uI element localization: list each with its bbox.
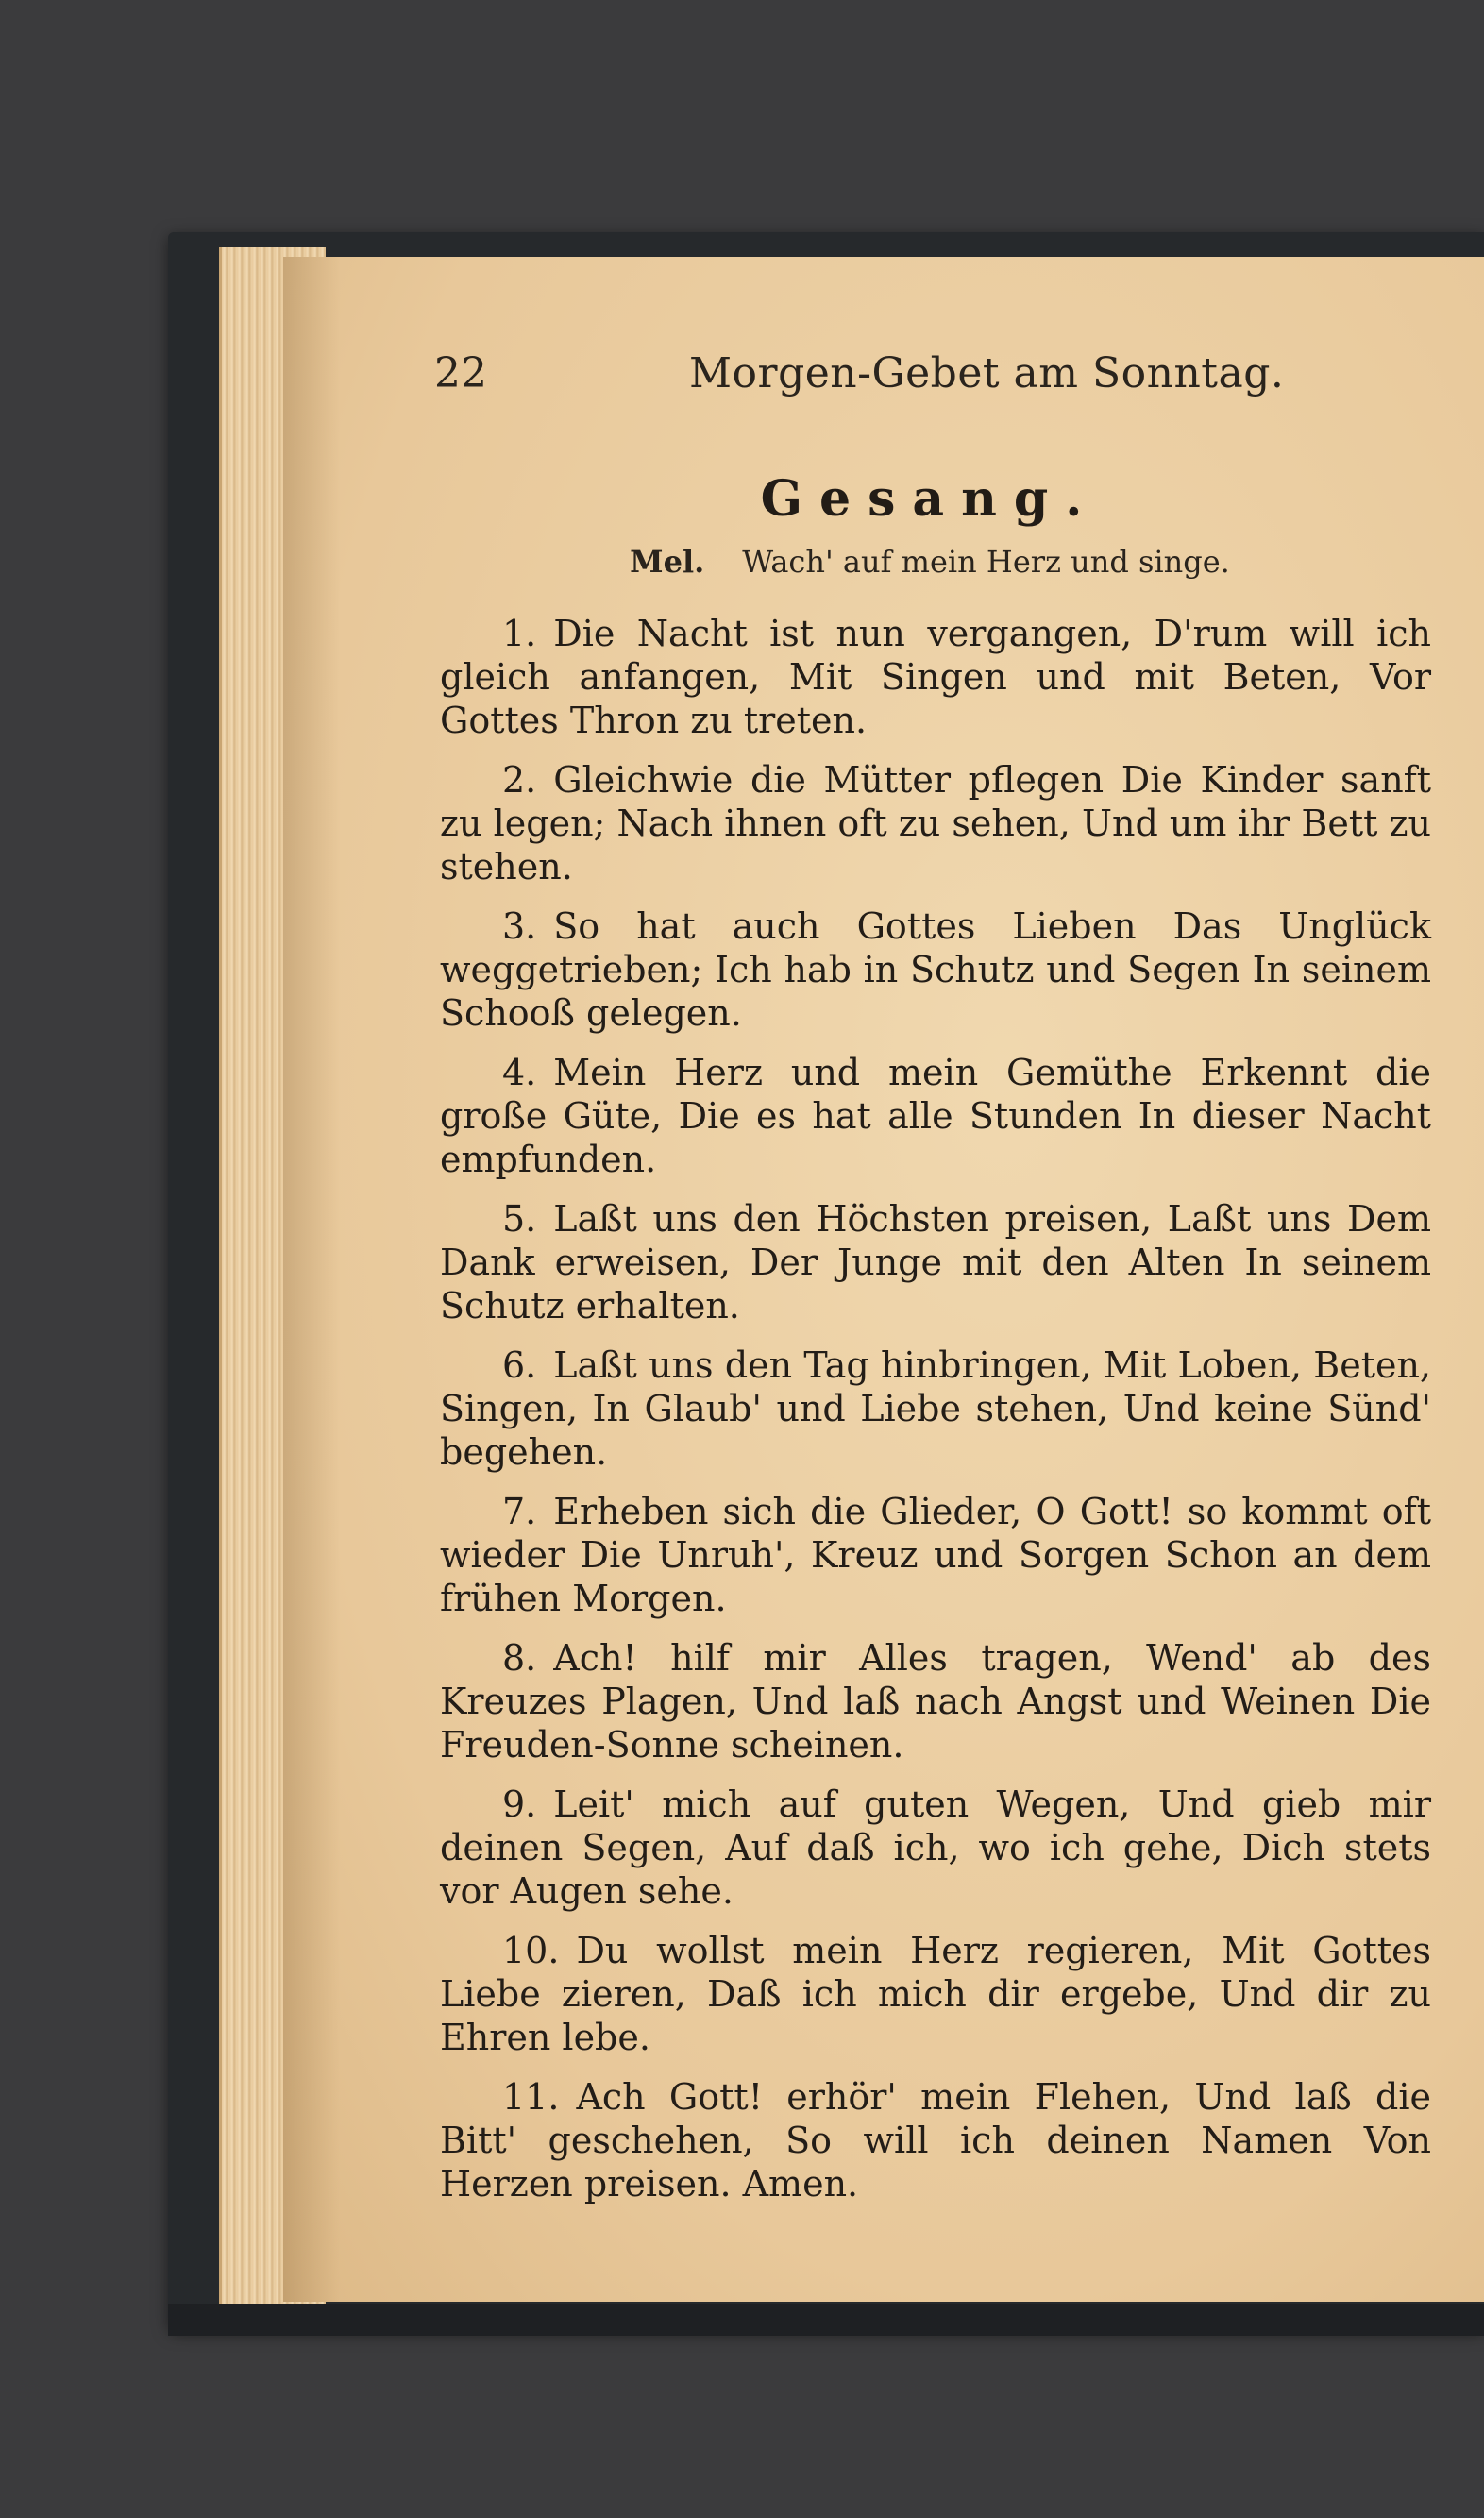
cover-bottom-edge [168,2304,1484,2336]
melody-line [434,544,1425,580]
running-title: Morgen-Gebet am Sonntag. [689,349,1285,397]
verse-text: Laßt uns den Tag hinbringen, Mit Loben, Beten, Singen, In Glaub' und Liebe stehen, Und keine Sünd' begehen. [440,1344,1431,1473]
verse-number: 9. [502,1783,537,1825]
verse [440,1783,1431,1913]
verse-number: 2. [502,759,537,801]
verse-number: 8. [502,1637,537,1679]
verse-number: 5. [502,1198,537,1240]
verse-text: Gleichwie die Mütter pflegen Die Kinder sanft zu legen; Nach ihnen oft zu sehen, Und um ihr Bett zu stehen. [440,759,1431,887]
verse [440,1197,1431,1327]
verse-text: Erheben sich die Glieder, O Gott! so kommt oft wieder Die Unruh', Kreuz und Sorgen Schon an dem frühen Morgen. [440,1491,1431,1619]
verse-number: 3. [502,905,537,947]
melody-name: Wach' auf mein Herz und singe. [742,544,1230,580]
verse-number: 1. [502,613,537,654]
verse-number: 10. [502,1930,560,1971]
verse-number: 11. [502,2076,560,2118]
song-title: Gesang. [760,470,1100,528]
verse-text: Ach Gott! erhör' mein Flehen, Und laß die Bitt' geschehen, So will ich deinen Namen Von Herzen preisen. Amen. [440,2076,1431,2205]
verse-number: 4. [502,1052,537,1093]
verse [440,758,1431,888]
verse-text: Laßt uns den Höchsten preisen, Laßt uns Dem Dank erweisen, Der Junge mit den Alten In seinem Schutz erhalten. [440,1198,1431,1327]
verse [440,2075,1431,2205]
verse-text: Ach! hilf mir Alles tragen, Wend' ab des Kreuzes Plagen, Und laß nach Angst und Weinen Die Freuden-Sonne scheinen. [440,1637,1431,1766]
verse-text: Leit' mich auf guten Wegen, Und gieb mir deinen Segen, Auf daß ich, wo ich gehe, Dich stets vor Augen sehe. [440,1783,1431,1912]
verse-text: So hat auch Gottes Lieben Das Unglück weggetrieben; Ich hab in Schutz und Segen In seinem Schooß gelegen. [440,905,1431,1034]
verse [440,1636,1431,1766]
melody-abbreviation: Mel. [630,544,705,580]
verse-text: Mein Herz und mein Gemüthe Erkennt die große Güte, Die es hat alle Stunden In dieser Nacht empfunden. [440,1052,1431,1180]
page-header [434,349,1425,406]
verse-text: Du wollst mein Herz regieren, Mit Gottes Liebe zieren, Daß ich mich dir ergebe, Und dir zu Ehren lebe. [440,1930,1431,2058]
page-gutter-shadow [283,257,340,2302]
verse-number: 7. [502,1491,537,1532]
verse [440,1490,1431,1620]
verse-text: Die Nacht ist nun vergangen, D'rum will ich gleich anfangen, Mit Singen und mit Beten, Vor Gottes Thron zu treten. [440,613,1431,741]
verse [440,612,1431,742]
verse [440,1929,1431,2059]
verse [440,1051,1431,1181]
page-number: 22 [434,349,487,397]
verse [440,904,1431,1035]
verse-list [440,612,1431,2222]
verse [440,1343,1431,1474]
verse-number: 6. [502,1344,537,1386]
